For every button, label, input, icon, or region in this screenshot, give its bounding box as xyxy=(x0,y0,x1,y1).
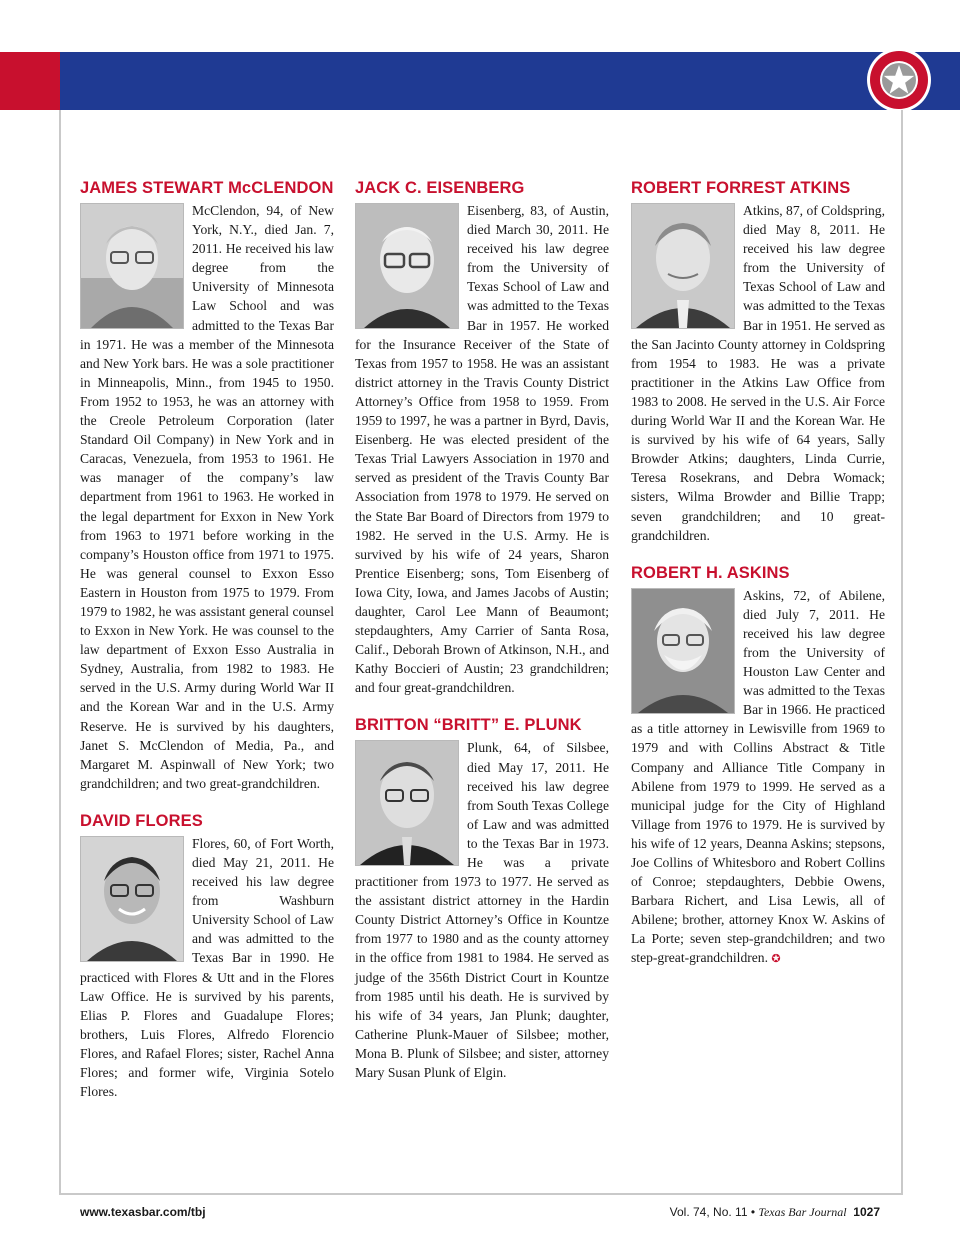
obituary-name: ROBERT FORREST ATKINS xyxy=(631,179,851,197)
obituary-entry xyxy=(80,178,334,793)
obituary-text: Askins, 72, of Abilene, died July 7, 2011. He received his law degree from the University of Houston Law Center and was admitted to the Texas Bar in 1966. He practiced as a title attorney in Lewisville from 1969 to 1979 and with Collins Abstract & Title Company and Alliance Title Company in Abilene from 1979 to 1999. He served as a municipal judge for the City of Highland Village from 1976 to 1979. He is survived by his wife of 12 years, Deanna Askins; stepsons, Joe Collins of Whitesboro and Robert Collins of Conroe; stepdaughters, Debbie Owens, Barbara Richert, and Lisa Lewis, all of Abilene; brother, attorney Knox W. Askins of La Porte; seven step-grandchildren; and two step-great-grandchildren. ✪ xyxy=(631,587,885,966)
header-band-blue xyxy=(60,52,960,110)
column-1 xyxy=(80,178,334,1119)
star-seal-icon xyxy=(866,47,932,113)
obituary-name: JAMES STEWART McCLENDON xyxy=(80,179,334,197)
portrait-photo-glasses xyxy=(80,836,184,962)
obituary-text: Plunk, 64, of Silsbee, died May 17, 2011. He received his law degree from South Texas College of Law and was admitted to the Texas Bar in 1973. He was a private practitioner from 1973 to 1977. He served as the assistant district attorney in the Hardin County District Attorney’s Office in Kountze from 1977 to 1980 and as the county attorney in the office from 1981 to 1984. He served as judge of the 356th District Court in Kountze from 1985 until his death. He is survived by his wife of 34 years, Jan Plunk; daughter, Catherine Plunk-Mauer of Silsbee; mother, Mona B. Plunk of Silsbee; and sister, attorney Mary Susan Plunk of Elgin. xyxy=(355,740,609,1081)
obituary-text: Flores, 60, of Fort Worth, died May 21, 2011. He received his law degree from Washburn University School of Law and was admitted to the Texas Bar in 1990. He practiced with Flores & Utt and in the Flores Law Office. He is survived by his parents, Elias P. Flores and Guadalupe Flores; brothers, Luis Flores, Alfredo Florencio Flores, and Rafael Flores; sister, Rachel Anna Flores; and former wife, Virginia Sotelo Flores. xyxy=(80,835,334,1100)
obituary-name: BRITTON “BRITT” E. PLUNK xyxy=(355,716,582,735)
header-band-red xyxy=(0,52,60,110)
obituary-text: Eisenberg, 83, of Austin, died March 30, 2011. He received his law degree from the University of Texas School of Law and was admitted to the Texas Bar in 1957. He worked for the Insurance Receiver of the State of Texas from 1957 to 1958. He was an assistant district attorney in the Travis County District Attorney’s Office from 1958 to 1959. From 1959 to 1997, he was a partner in Byrd, Davis, Eisenberg. He was elected president of the Texas Trial Lawyers Association in 1970 and served as president of the Travis County Bar Association from 1978 to 1979. He served on the State Bar Board of Directors from 1979 to 1982. He served in the U.S. Army. He is survived by his wife of 24 years, Sharon Prentice Eisenberg; sons, Tom Eisenberg of Iowa City, Iowa, and James Jacobs of Austin; daughter, Carol Lee Mann of Beaumont; stepdaughters, Amy Carrier of Santa Rosa, Calif., Deborah Brown of Atkinson, N.H., and Kathy Boccieri of Austin; 23 grandchildren; and four great-grandchildren. xyxy=(355,203,609,696)
obituary-entry xyxy=(355,178,609,697)
obituary-text: Atkins, 87, of Coldspring, died May 8, 2011. He received his law degree from the University of Texas School of Law and was admitted to the Texas Bar in 1951. He served as the San Jacinto County attorney in Coldspring from 1954 to 1983. He was a private practitioner in the Atkins Law Office from 1983 to 2008. He served in the U.S. Air Force during World War II and the Korean War. He is survived by his wife of 64 years, Sally Browder Atkins; daughters, Linda Currie, Teresa Rosekrans, and Debra Womack; sisters, Wilma Browder and Billie Trapp; seven grandchildren; and 10 great-grandchildren. xyxy=(631,203,885,543)
footer-volume: Vol. 74, No. 11 xyxy=(669,1205,748,1219)
portrait-photo xyxy=(631,203,735,329)
obituary-entry xyxy=(355,715,609,1082)
footer-url[interactable]: www.texasbar.com/tbj xyxy=(80,1205,206,1219)
portrait-photo-glasses xyxy=(631,588,735,714)
portrait-photo-glasses xyxy=(355,740,459,866)
footer-issue-info xyxy=(670,1205,880,1220)
obituary-entry xyxy=(631,563,885,970)
portrait-photo-glasses xyxy=(355,203,459,329)
portrait-photo-glasses xyxy=(80,203,184,329)
footer-separator: • xyxy=(750,1205,756,1219)
obituary-entry xyxy=(80,811,334,1101)
obituary-name: ROBERT H. ASKINS xyxy=(631,563,790,582)
column-3 xyxy=(631,178,885,988)
obituary-name: DAVID FLORES xyxy=(80,811,203,830)
obituary-entry xyxy=(631,178,885,545)
footer-journal: Texas Bar Journal xyxy=(758,1205,847,1219)
page-number: 1027 xyxy=(853,1205,880,1219)
obituary-text: McClendon, 94, of New York, N.Y., died Jan. 7, 2011. He received his law degree from the University of Minnesota Law School and was admitted to the Texas Bar in 1971. He was a member of the Minnesota and New York bars. He was a sole practitioner in Minneapolis, Minn., from 1945 to 1950. From 1952 to 1953, he was an attorney with the Creole Petroleum Corporation (later Standard Oil Company) in New York and in Caracas, Venezuela, from 1953 to 1961. He was manager of the company’s law department from 1961 to 1963. He worked in the legal department for Exxon in New York from 1963 to 1971 before working in the company’s Houston office from 1971 to 1975. He was general counsel to Exxon Esso Eastern in Houston from 1975 to 1979. From 1979 to 1982, he was assistant general counsel to Exxon in New York. He was counsel to the law department of Exxon Esso Australia in Sydney, Australia, from 1982 to 1983. He served in the U.S. Army during World War II and the Korean War and in the U.S. Army Reserve. He is survived by his daughters, Janet S. McClendon of Media, Pa., and Margaret M. Aspinwall of New York; two grandchildren; and two great-grandchildren. xyxy=(80,203,334,791)
column-2 xyxy=(355,178,609,1100)
star-end-mark-icon: ✪ xyxy=(771,953,781,966)
obituary-name: JACK C. EISENBERG xyxy=(355,179,525,197)
